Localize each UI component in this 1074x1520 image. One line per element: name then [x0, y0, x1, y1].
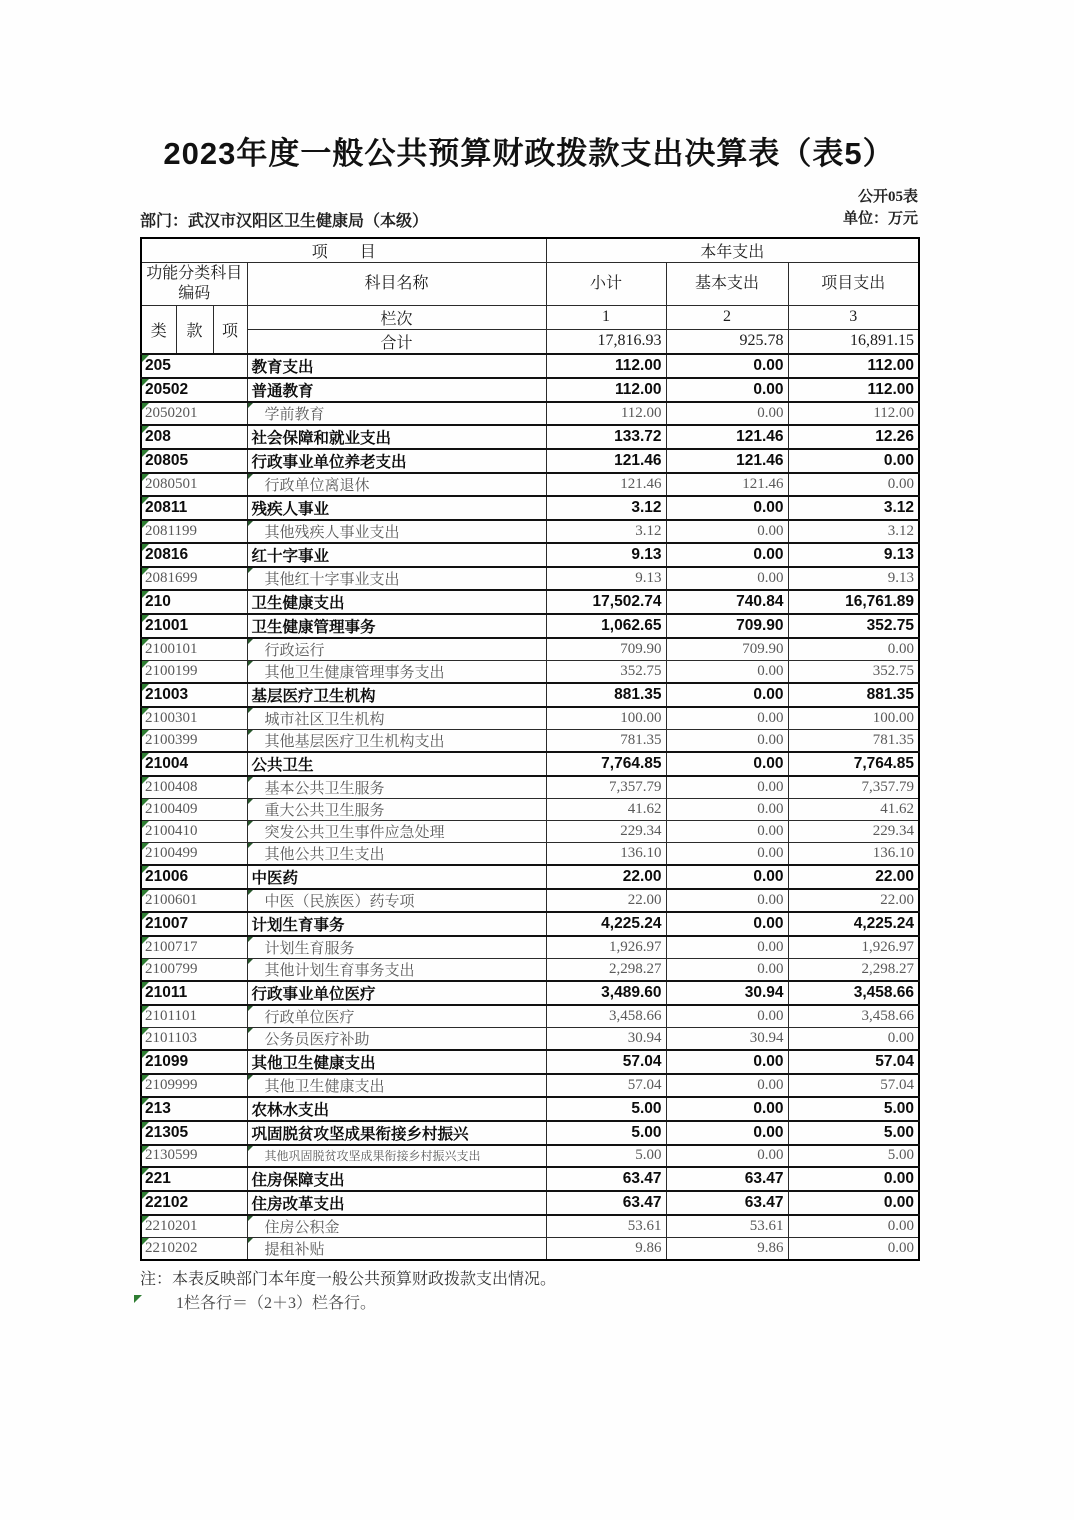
row-code-cell: 205: [141, 354, 247, 378]
row-code-cell: 2100601: [141, 889, 247, 912]
row-code-cell: 2100199: [141, 660, 247, 683]
row-name-cell: 公务员医疗补助: [247, 1027, 546, 1050]
row-subtotal-cell: 5.00: [546, 1097, 666, 1121]
row-project-cell: 5.00: [788, 1121, 919, 1145]
row-project-cell: 229.34: [788, 820, 919, 842]
row-subtotal-cell: 112.00: [546, 378, 666, 402]
row-code-cell: 21004: [141, 752, 247, 776]
row-name-cell: 突发公共卫生事件应急处理: [247, 820, 546, 842]
row-project-cell: 3,458.66: [788, 981, 919, 1005]
row-subtotal-cell: 229.34: [546, 820, 666, 842]
row-basic-cell: 121.46: [666, 473, 788, 496]
table-row: [141, 1167, 919, 1191]
row-code-cell: 2210202: [141, 1237, 247, 1260]
table-row: [141, 660, 919, 683]
row-project-cell: 3.12: [788, 520, 919, 543]
row-subtotal-cell: 41.62: [546, 798, 666, 820]
row-code-cell: 2210201: [141, 1215, 247, 1238]
table-row: [141, 865, 919, 889]
table-row: [141, 378, 919, 402]
row-name-cell: 中医药: [247, 865, 546, 889]
row-subtotal-cell: 2,298.27: [546, 958, 666, 981]
table-body: [141, 354, 919, 1260]
row-name-cell: 社会保障和就业支出: [247, 425, 546, 449]
row-name-cell: 其他公共卫生支出: [247, 842, 546, 865]
row-basic-cell: 0.00: [666, 378, 788, 402]
row-basic-cell: 0.00: [666, 820, 788, 842]
row-subtotal-cell: 121.46: [546, 449, 666, 473]
table-row: [141, 520, 919, 543]
row-project-cell: 0.00: [788, 1237, 919, 1260]
row-basic-cell: 0.00: [666, 842, 788, 865]
table-row: [141, 1191, 919, 1215]
header-code-label: 功能分类科目编码: [141, 262, 247, 305]
row-subtotal-cell: 1,926.97: [546, 936, 666, 959]
header-class: 类: [141, 305, 176, 354]
unit-label: 单位：万元: [842, 210, 918, 227]
row-name-cell: 其他卫生健康管理事务支出: [247, 660, 546, 683]
row-project-cell: 41.62: [788, 798, 919, 820]
row-project-cell: 12.26: [788, 425, 919, 449]
row-code-cell: 21007: [141, 912, 247, 936]
department-label: 部门：武汉市汉阳区卫生健康局（本级）: [140, 212, 429, 230]
row-name-cell: 中医（民族医）药专项: [247, 889, 546, 912]
row-name-cell: 重大公共卫生服务: [247, 798, 546, 820]
table-row: [141, 958, 919, 981]
row-project-cell: 0.00: [788, 1191, 919, 1215]
row-name-cell: 行政事业单位医疗: [247, 981, 546, 1005]
row-basic-cell: 63.47: [666, 1191, 788, 1215]
row-name-cell: 公共卫生: [247, 752, 546, 776]
row-code-cell: 21099: [141, 1050, 247, 1074]
header-col-2: 2: [666, 305, 788, 329]
row-code-cell: 2130599: [141, 1145, 247, 1167]
row-subtotal-cell: 7,357.79: [546, 776, 666, 799]
row-project-cell: 136.10: [788, 842, 919, 865]
row-code-cell: 2100499: [141, 842, 247, 865]
row-name-cell: 城市社区卫生机构: [247, 707, 546, 730]
row-basic-cell: 709.90: [666, 638, 788, 661]
header-row-total: [141, 329, 919, 354]
row-project-cell: 100.00: [788, 707, 919, 730]
row-code-cell: 2100409: [141, 798, 247, 820]
header-project-expense: 项目支出: [788, 262, 919, 305]
row-project-cell: 3.12: [788, 496, 919, 520]
header-column-index-label: 栏次: [247, 305, 546, 329]
header-row-groups: [141, 238, 919, 263]
total-subtotal: 17,816.93: [546, 329, 666, 354]
table-row: [141, 683, 919, 707]
row-name-cell: 学前教育: [247, 402, 546, 425]
row-project-cell: 16,761.89: [788, 590, 919, 614]
table-row: [141, 449, 919, 473]
row-code-cell: 2100717: [141, 936, 247, 959]
row-project-cell: 0.00: [788, 449, 919, 473]
row-code-cell: 2100410: [141, 820, 247, 842]
table-row: [141, 776, 919, 799]
row-project-cell: 112.00: [788, 354, 919, 378]
row-code-cell: 2081199: [141, 520, 247, 543]
row-code-cell: 20805: [141, 449, 247, 473]
header-item: 项: [213, 305, 247, 354]
row-basic-cell: 0.00: [666, 798, 788, 820]
header-section: 款: [176, 305, 213, 354]
document-content: [140, 128, 918, 1317]
row-subtotal-cell: 63.47: [546, 1191, 666, 1215]
row-subtotal-cell: 352.75: [546, 660, 666, 683]
row-name-cell: 住房保障支出: [247, 1167, 546, 1191]
row-basic-cell: 0.00: [666, 543, 788, 567]
note-line-2: [140, 1292, 918, 1317]
row-project-cell: 0.00: [788, 473, 919, 496]
row-name-cell: 行政单位医疗: [247, 1005, 546, 1028]
row-subtotal-cell: 7,764.85: [546, 752, 666, 776]
page-title: 2023年度一般公共预算财政拨款支出决算表（表5）: [163, 136, 895, 171]
row-basic-cell: 0.00: [666, 752, 788, 776]
row-name-cell: 普通教育: [247, 378, 546, 402]
row-basic-cell: 0.00: [666, 402, 788, 425]
row-code-cell: 2080501: [141, 473, 247, 496]
row-basic-cell: 0.00: [666, 354, 788, 378]
row-name-cell: 提租补贴: [247, 1237, 546, 1260]
row-project-cell: 5.00: [788, 1097, 919, 1121]
row-subtotal-cell: 57.04: [546, 1074, 666, 1097]
row-project-cell: 0.00: [788, 638, 919, 661]
table-row: [141, 590, 919, 614]
row-subtotal-cell: 112.00: [546, 402, 666, 425]
note-line-1: 注：本表反映部门本年度一般公共预算财政拨款支出情况。: [140, 1270, 557, 1288]
row-subtotal-cell: 5.00: [546, 1121, 666, 1145]
row-subtotal-cell: 30.94: [546, 1027, 666, 1050]
table-row: [141, 981, 919, 1005]
row-project-cell: 9.13: [788, 567, 919, 590]
row-code-cell: 2100101: [141, 638, 247, 661]
table-row: [141, 729, 919, 752]
table-row: [141, 354, 919, 378]
row-basic-cell: 0.00: [666, 1074, 788, 1097]
row-basic-cell: 0.00: [666, 1097, 788, 1121]
row-subtotal-cell: 121.46: [546, 473, 666, 496]
row-project-cell: 0.00: [788, 1215, 919, 1238]
table-row: [141, 638, 919, 661]
notes: [140, 1268, 918, 1318]
total-project: 16,891.15: [788, 329, 919, 354]
row-basic-cell: 0.00: [666, 660, 788, 683]
row-name-cell: 巩固脱贫攻坚成果衔接乡村振兴: [247, 1121, 546, 1145]
comment-indicator-icon: [134, 1295, 142, 1303]
row-name-cell: 基本公共卫生服务: [247, 776, 546, 799]
row-basic-cell: 0.00: [666, 683, 788, 707]
row-name-cell: 行政事业单位养老支出: [247, 449, 546, 473]
row-project-cell: 2,298.27: [788, 958, 919, 981]
row-project-cell: 112.00: [788, 378, 919, 402]
row-subtotal-cell: 17,502.74: [546, 590, 666, 614]
row-code-cell: 2101103: [141, 1027, 247, 1050]
row-code-cell: 210: [141, 590, 247, 614]
row-basic-cell: 0.00: [666, 1005, 788, 1028]
header-subtotal: 小计: [546, 262, 666, 305]
row-code-cell: 2100799: [141, 958, 247, 981]
row-code-cell: 22102: [141, 1191, 247, 1215]
row-code-cell: 21006: [141, 865, 247, 889]
row-name-cell: 行政运行: [247, 638, 546, 661]
header-basic-expense: 基本支出: [666, 262, 788, 305]
row-basic-cell: 0.00: [666, 520, 788, 543]
row-code-cell: 21003: [141, 683, 247, 707]
total-basic: 925.78: [666, 329, 788, 354]
row-name-cell: 农林水支出: [247, 1097, 546, 1121]
row-basic-cell: 0.00: [666, 496, 788, 520]
header-col-1: 1: [546, 305, 666, 329]
row-basic-cell: 0.00: [666, 889, 788, 912]
row-code-cell: 21011: [141, 981, 247, 1005]
row-basic-cell: 30.94: [666, 1027, 788, 1050]
table-row: [141, 496, 919, 520]
header-col-3: 3: [788, 305, 919, 329]
row-subtotal-cell: 133.72: [546, 425, 666, 449]
row-subtotal-cell: 3.12: [546, 520, 666, 543]
row-project-cell: 0.00: [788, 1167, 919, 1191]
row-subtotal-cell: 63.47: [546, 1167, 666, 1191]
row-project-cell: 22.00: [788, 889, 919, 912]
table-row: [141, 912, 919, 936]
row-project-cell: 881.35: [788, 683, 919, 707]
table-row: [141, 1005, 919, 1028]
row-name-cell: 其他红十字事业支出: [247, 567, 546, 590]
table-row: [141, 567, 919, 590]
row-subtotal-cell: 57.04: [546, 1050, 666, 1074]
row-project-cell: 3,458.66: [788, 1005, 919, 1028]
row-name-cell: 其他残疾人事业支出: [247, 520, 546, 543]
row-subtotal-cell: 9.13: [546, 543, 666, 567]
row-code-cell: 20502: [141, 378, 247, 402]
row-name-cell: 住房改革支出: [247, 1191, 546, 1215]
row-name-cell: 教育支出: [247, 354, 546, 378]
table-row: [141, 842, 919, 865]
header-row-index: [141, 305, 919, 329]
row-name-cell: 卫生健康管理事务: [247, 614, 546, 638]
row-project-cell: 4,225.24: [788, 912, 919, 936]
row-name-cell: 其他巩固脱贫攻坚成果衔接乡村振兴支出: [247, 1145, 546, 1167]
budget-table: [140, 237, 920, 1261]
meta-right: [843, 187, 918, 231]
row-basic-cell: 121.46: [666, 425, 788, 449]
row-basic-cell: 0.00: [666, 958, 788, 981]
table-row: [141, 1121, 919, 1145]
table-row: [141, 936, 919, 959]
row-name-cell: 行政单位离退休: [247, 473, 546, 496]
row-project-cell: 7,357.79: [788, 776, 919, 799]
row-subtotal-cell: 53.61: [546, 1215, 666, 1238]
row-project-cell: 57.04: [788, 1050, 919, 1074]
row-subtotal-cell: 22.00: [546, 889, 666, 912]
row-subtotal-cell: 100.00: [546, 707, 666, 730]
row-code-cell: 2109999: [141, 1074, 247, 1097]
row-name-cell: 计划生育事务: [247, 912, 546, 936]
row-project-cell: 352.75: [788, 614, 919, 638]
row-basic-cell: 63.47: [666, 1167, 788, 1191]
row-project-cell: 7,764.85: [788, 752, 919, 776]
row-name-cell: 其他卫生健康支出: [247, 1050, 546, 1074]
table-row: [141, 402, 919, 425]
table-row: [141, 889, 919, 912]
row-code-cell: 2100399: [141, 729, 247, 752]
table-row: [141, 614, 919, 638]
row-name-cell: 基层医疗卫生机构: [247, 683, 546, 707]
row-code-cell: 208: [141, 425, 247, 449]
row-name-cell: 残疾人事业: [247, 496, 546, 520]
row-basic-cell: 9.86: [666, 1237, 788, 1260]
row-subtotal-cell: 112.00: [546, 354, 666, 378]
meta-row: [140, 187, 918, 231]
row-basic-cell: 0.00: [666, 729, 788, 752]
row-basic-cell: 0.00: [666, 865, 788, 889]
row-code-cell: 213: [141, 1097, 247, 1121]
total-label: 合计: [247, 329, 546, 354]
row-name-cell: 其他卫生健康支出: [247, 1074, 546, 1097]
table-row: [141, 543, 919, 567]
row-basic-cell: 0.00: [666, 912, 788, 936]
row-basic-cell: 121.46: [666, 449, 788, 473]
row-code-cell: 2101101: [141, 1005, 247, 1028]
row-basic-cell: 0.00: [666, 1050, 788, 1074]
row-project-cell: 9.13: [788, 543, 919, 567]
row-project-cell: 781.35: [788, 729, 919, 752]
row-code-cell: 21001: [141, 614, 247, 638]
note-line-2-text: 1栏各行＝（2＋3）栏各行。: [176, 1295, 377, 1313]
row-basic-cell: 0.00: [666, 1121, 788, 1145]
table-row: [141, 1027, 919, 1050]
row-code-cell: 2050201: [141, 402, 247, 425]
row-code-cell: 20816: [141, 543, 247, 567]
row-subtotal-cell: 781.35: [546, 729, 666, 752]
row-code-cell: 2100301: [141, 707, 247, 730]
table-row: [141, 820, 919, 842]
header-item-group: 项 目: [141, 238, 546, 263]
row-basic-cell: 0.00: [666, 707, 788, 730]
table-row: [141, 1237, 919, 1260]
row-basic-cell: 0.00: [666, 1145, 788, 1167]
row-subtotal-cell: 709.90: [546, 638, 666, 661]
row-subtotal-cell: 9.13: [546, 567, 666, 590]
row-basic-cell: 53.61: [666, 1215, 788, 1238]
row-project-cell: 57.04: [788, 1074, 919, 1097]
row-project-cell: 5.00: [788, 1145, 919, 1167]
row-subtotal-cell: 136.10: [546, 842, 666, 865]
row-project-cell: 1,926.97: [788, 936, 919, 959]
table-row: [141, 1215, 919, 1238]
table-row: [141, 425, 919, 449]
row-subtotal-cell: 3,458.66: [546, 1005, 666, 1028]
row-name-cell: 计划生育服务: [247, 936, 546, 959]
table-row: [141, 1074, 919, 1097]
table-row: [141, 707, 919, 730]
row-basic-cell: 0.00: [666, 567, 788, 590]
row-subtotal-cell: 4,225.24: [546, 912, 666, 936]
row-subtotal-cell: 881.35: [546, 683, 666, 707]
header-year-expense-group: 本年支出: [546, 238, 919, 263]
table-row: [141, 798, 919, 820]
row-name-cell: 卫生健康支出: [247, 590, 546, 614]
header-subject-name: 科目名称: [247, 262, 546, 305]
row-subtotal-cell: 3,489.60: [546, 981, 666, 1005]
table-row: [141, 1145, 919, 1167]
sheet-code-label: 公开05表: [857, 189, 918, 205]
row-project-cell: 352.75: [788, 660, 919, 683]
row-basic-cell: 0.00: [666, 776, 788, 799]
row-project-cell: 112.00: [788, 402, 919, 425]
row-name-cell: 其他基层医疗卫生机构支出: [247, 729, 546, 752]
row-code-cell: 21305: [141, 1121, 247, 1145]
row-name-cell: 其他计划生育事务支出: [247, 958, 546, 981]
row-subtotal-cell: 5.00: [546, 1145, 666, 1167]
row-project-cell: 22.00: [788, 865, 919, 889]
table-row: [141, 752, 919, 776]
row-code-cell: 2081699: [141, 567, 247, 590]
row-project-cell: 0.00: [788, 1027, 919, 1050]
row-basic-cell: 0.00: [666, 936, 788, 959]
table-row: [141, 1050, 919, 1074]
header-row-columns: [141, 262, 919, 305]
row-subtotal-cell: 22.00: [546, 865, 666, 889]
row-code-cell: 20811: [141, 496, 247, 520]
table-row: [141, 1097, 919, 1121]
row-code-cell: 221: [141, 1167, 247, 1191]
row-name-cell: 红十字事业: [247, 543, 546, 567]
table-row: [141, 473, 919, 496]
row-basic-cell: 740.84: [666, 590, 788, 614]
row-basic-cell: 30.94: [666, 981, 788, 1005]
row-name-cell: 住房公积金: [247, 1215, 546, 1238]
row-code-cell: 2100408: [141, 776, 247, 799]
row-subtotal-cell: 3.12: [546, 496, 666, 520]
row-basic-cell: 709.90: [666, 614, 788, 638]
row-subtotal-cell: 9.86: [546, 1237, 666, 1260]
row-subtotal-cell: 1,062.65: [546, 614, 666, 638]
